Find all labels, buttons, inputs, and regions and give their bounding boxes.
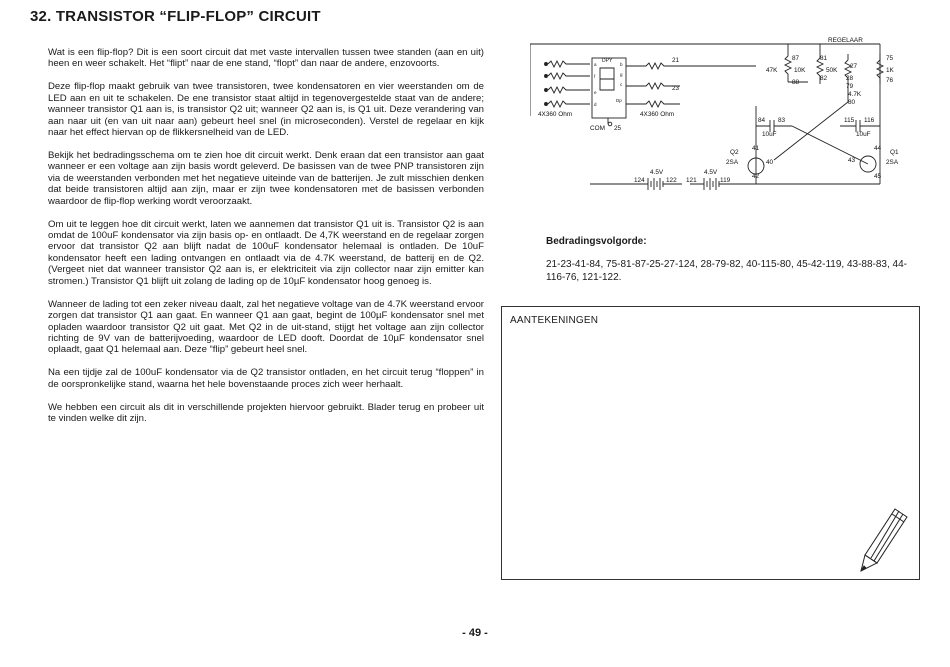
segment-g-label: g bbox=[620, 72, 623, 77]
q2-type-label: 2SA bbox=[726, 159, 739, 166]
terminal-75: 75 bbox=[886, 55, 894, 62]
segment-e-label: e bbox=[594, 90, 597, 95]
schematic-drawing bbox=[530, 36, 922, 236]
segment-f-label: f bbox=[594, 74, 596, 79]
terminal-80: 80 bbox=[848, 99, 856, 106]
paragraph-1: Wat is een flip-flop? Dit is een soort circuit dat met vaste intervallen tussen twee standen (aan en uit) heen en weer schakelt. Het “flipt” naar de ene stand, “flopt” dan naar de andere, enzovoorts. bbox=[48, 47, 484, 70]
paragraph-7: We hebben een circuit als dit in verschillende projekten hiervoor gebruikt. Blader terug en probeer uit te vinden welke dit zijn. bbox=[48, 401, 484, 425]
terminal-43: 43 bbox=[848, 157, 856, 164]
battery-1-label: 4.5V bbox=[650, 169, 664, 176]
resistor-array-label-left: 4X360 Ohm bbox=[538, 111, 573, 118]
terminal-81: 81 bbox=[820, 55, 828, 62]
capacitor-left-label: 10uF bbox=[762, 131, 777, 138]
notes-box[interactable] bbox=[501, 306, 920, 580]
paragraph-2: Deze flip-flop maakt gebruik van twee transistoren, twee kondensatoren en vier weerstanden om de LED aan en uit te schakelen. De ene transistor staat altijd in tegenovergestelde staat van de andere; wanneer transistor Q1 aan is, is transistor Q2 uit; wanneer Q2 aan is, is Q1 uit. Deze verandering van aan naar uit (en van uit naar aan) gebeurt heel snel (in microseconden). Verstel de regelaar en kijk naar het effect hiervan op de flikkersnelheid van de LED. bbox=[48, 81, 484, 139]
pencil-icon bbox=[855, 505, 913, 573]
terminal-83: 83 bbox=[778, 117, 786, 124]
terminal-44: 44 bbox=[874, 145, 882, 152]
terminal-82: 82 bbox=[820, 75, 828, 82]
body-text bbox=[48, 47, 484, 436]
com-label: COM bbox=[590, 125, 605, 132]
page-number: - 49 - bbox=[462, 627, 488, 639]
terminal-87: 87 bbox=[792, 55, 800, 62]
regelaar-label: REGELAAR bbox=[828, 37, 863, 44]
resistor-10k-label: 10K bbox=[794, 67, 806, 74]
resistor-array-label-mid: 4X360 Ohm bbox=[640, 111, 675, 118]
terminal-121: 121 bbox=[686, 177, 697, 184]
regelaar-50k-label: 50K bbox=[826, 67, 838, 74]
wiring-sequence: 21-23-41-84, 75-81-87-25-27-124, 28-79-82, 40-115-80, 45-42-119, 43-88-83, 44-116-76, 121-122. bbox=[546, 259, 907, 283]
terminal-41: 41 bbox=[752, 145, 760, 152]
terminal-27: 27 bbox=[850, 63, 858, 70]
notes-label: AANTEKENINGEN bbox=[510, 315, 599, 326]
terminal-119: 119 bbox=[720, 177, 731, 184]
dpy-label: DPY bbox=[602, 58, 613, 64]
terminal-124: 124 bbox=[634, 177, 645, 184]
terminal-88: 88 bbox=[792, 79, 800, 86]
segment-d-label: d bbox=[594, 102, 597, 107]
terminal-45: 45 bbox=[874, 173, 882, 180]
resistor-1k-label: 1K bbox=[886, 67, 894, 74]
terminal-28: 28 bbox=[846, 75, 854, 82]
page-title: 32. TRANSISTOR “FLIP-FLOP” CIRCUIT bbox=[30, 8, 321, 25]
terminal-84: 84 bbox=[758, 117, 766, 124]
circuit-schematic bbox=[530, 36, 922, 236]
wiring-title: Bedradingsvolgorde: bbox=[546, 236, 647, 247]
paragraph-3: Bekijk het bedradingsschema om te zien hoe dit circuit werkt. Denk eraan dat een transistor aan gaat wanneer er een voltage aan zijn basis wordt geleverd. De basissen van de twee PNP transistoren zijn via de weerstanden verbonden met het negatieve uiteinde van de batterijen. Je zult misschien denken dat beide transistoren altijd aan zijn, maar er zijn twee kondensatoren met de basissen verbonden waardoor de flip-flop werking wordt veroorzaakt. bbox=[48, 150, 484, 207]
segment-dp-label: Dp bbox=[616, 98, 622, 103]
terminal-21: 21 bbox=[672, 57, 680, 64]
q1-label: Q1 bbox=[890, 149, 899, 156]
capacitor-right-label: 10uF bbox=[856, 131, 871, 138]
terminal-79: 79 bbox=[846, 83, 854, 90]
q1-type-label: 2SA bbox=[886, 159, 899, 166]
segment-c-label: c bbox=[620, 82, 623, 87]
segment-a-label: a bbox=[594, 62, 597, 67]
terminal-76: 76 bbox=[886, 77, 894, 84]
paragraph-5: Wanneer de lading tot een zeker niveau daalt, zal het negatieve voltage van de 4.7K weerstand ervoor zorgen dat transistor Q1 aan gaat. En wanneer Q1 aan gaat, begint de 100µF kondensator snel met opladen waardoor transistor Q2 uit gaat. Met Q2 in de uit-stand, stijgt het voltage aan zijn collector richting de 9V van de batterijvoeding, waardoor de LED dooft. Doordat de 10µF kondensator snel oplaadt, gaat Q1 helemaal aan. Deze “flip” gebeurt heel snel. bbox=[48, 298, 484, 356]
segment-b-label: b bbox=[620, 62, 623, 67]
paragraph-6: Na een tijdje zal de 100uF kondensator via de Q2 transistor ontladen, en het circuit terug “floppen” in de oorspronkelijke stand, waarna het hele bovenstaande proces zich weer herhaalt. bbox=[48, 367, 484, 390]
terminal-40: 40 bbox=[766, 159, 774, 166]
terminal-25: 25 bbox=[614, 125, 622, 132]
battery-2-label: 4.5V bbox=[704, 169, 718, 176]
resistor-47k-label: 47K bbox=[766, 67, 778, 74]
resistor-4-7k-label: 4.7K bbox=[848, 91, 862, 98]
paragraph-4: Om uit te leggen hoe dit circuit werkt, laten we aannemen dat transistor Q1 uit is. Transistor Q2 is aan omdat de 100uF kondensator via zijn basis op- en ontlaadt. De 4,7K weerstand en de regelaar zorgen ervoor dat transistor Q2 aan blijft nadat de 100uF kondensator helemaal is ontladen. De 10uF kondensator heeft een lading ontvangen en ontlaadt via de 4.7K weerstand, de batterij en de Q2. (Vergeet niet dat wanneer transistor Q2 aan is, er elektriciteit via zijn collector naar zijn emitter kan stromen.) Transistor Q1 blijft uit zolang de lading op de 10µF kondensator hoog genoeg is. bbox=[48, 218, 484, 287]
terminal-42: 42 bbox=[752, 173, 760, 180]
terminal-23: 23 bbox=[672, 85, 680, 92]
terminal-116: 116 bbox=[864, 117, 875, 124]
q2-label: Q2 bbox=[730, 149, 739, 156]
terminal-115: 115 bbox=[844, 117, 855, 124]
terminal-122: 122 bbox=[666, 177, 677, 184]
